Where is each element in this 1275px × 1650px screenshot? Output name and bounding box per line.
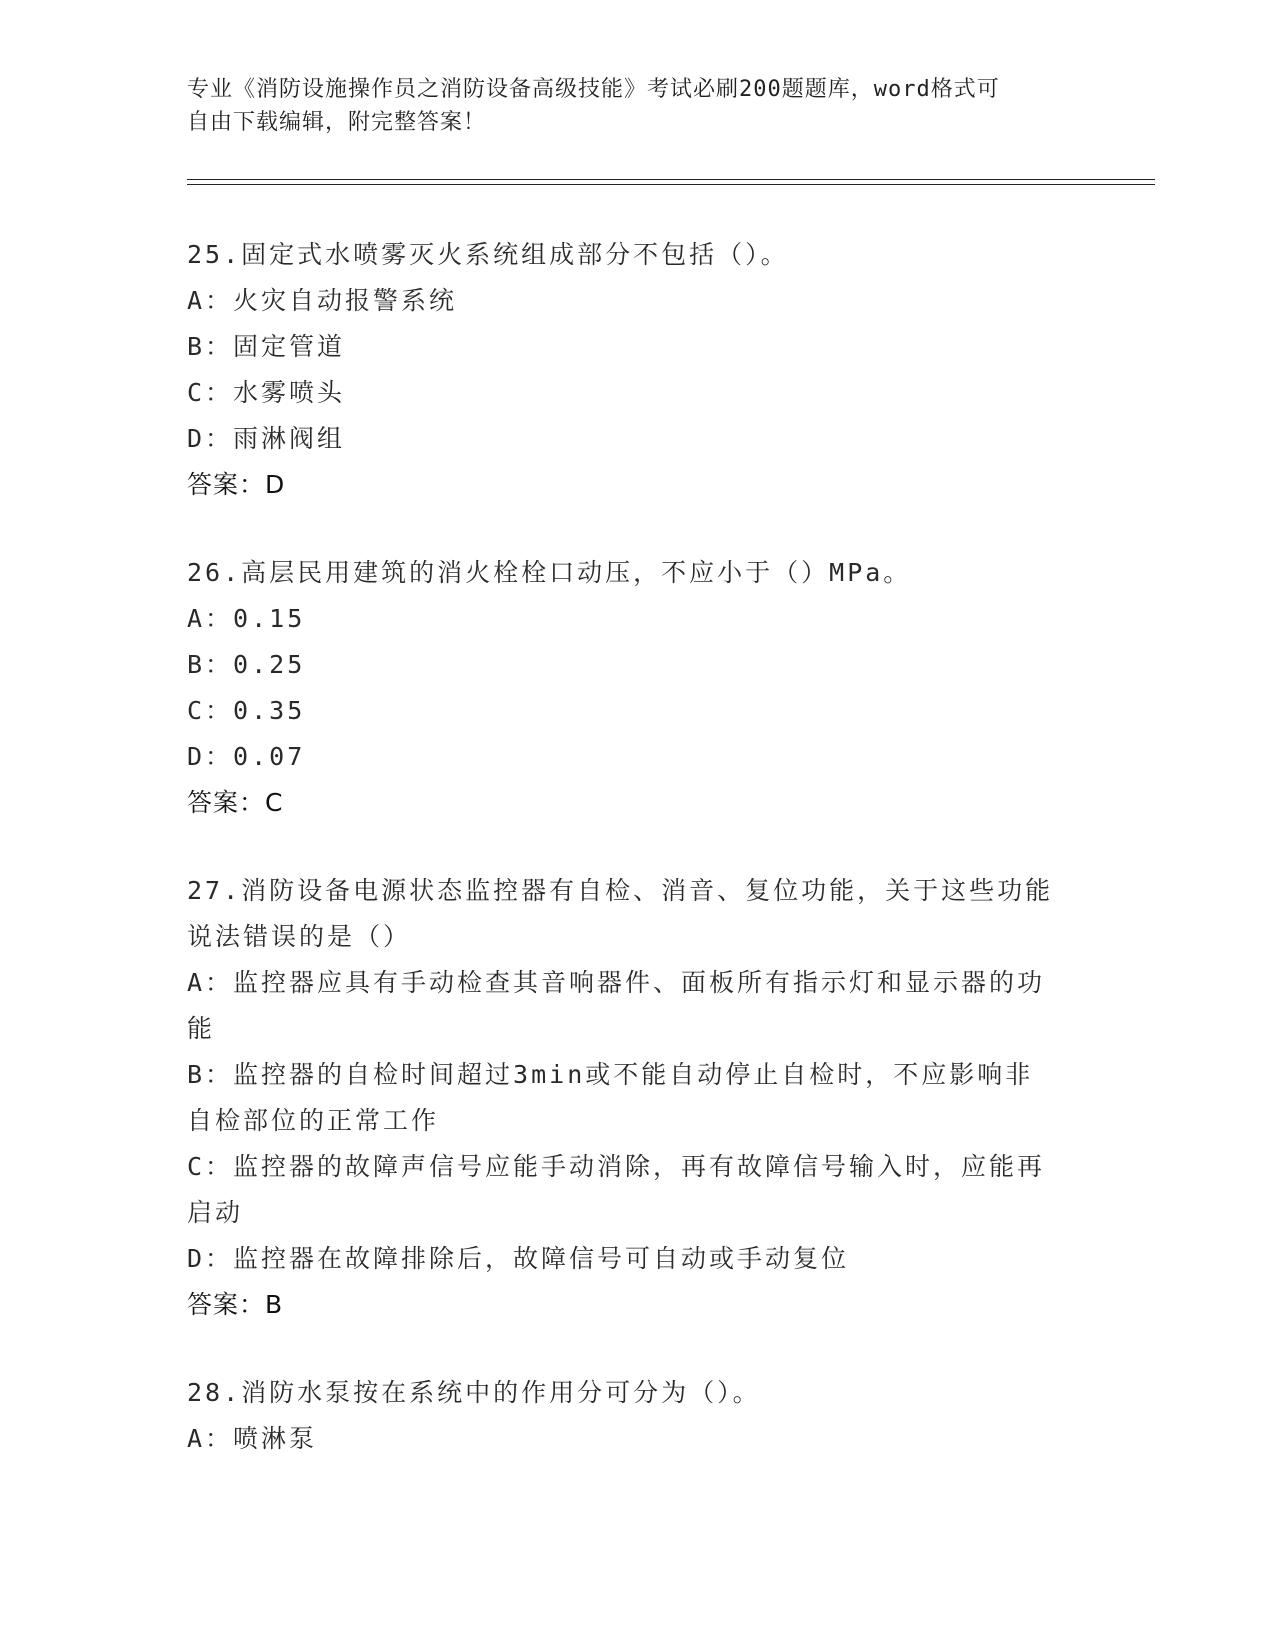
option-c-continued: 启动	[187, 1198, 244, 1227]
header-line-2: 自由下载编辑，附完整答案！	[187, 110, 487, 135]
option-b: B：0.25	[187, 650, 306, 679]
answer: 答案：C	[187, 788, 284, 817]
option-c: C：0.35	[187, 696, 306, 725]
header-divider-top	[187, 179, 1155, 180]
option-a: A：喷淋泵	[187, 1424, 318, 1453]
option-a: A：监控器应具有手动检查其音响器件、面板所有指示灯和显示器的功	[187, 968, 1046, 997]
question-28	[187, 1370, 1087, 1462]
option-d: D：雨淋阀组	[187, 424, 346, 453]
option-d: D：监控器在故障排除后，故障信号可自动或手动复位	[187, 1244, 850, 1273]
question-26	[187, 550, 1087, 826]
answer: 答案：D	[187, 470, 286, 499]
option-a-continued: 能	[187, 1014, 216, 1043]
option-c: C：监控器的故障声信号应能手动消除，再有故障信号输入时，应能再	[187, 1152, 1046, 1181]
header-line-1: 专业《消防设施操作员之消防设备高级技能》考试必刷200题题库，word格式可	[187, 77, 1000, 102]
question-stem: 26.高层民用建筑的消火栓栓口动压，不应小于（）MPa。	[187, 558, 912, 587]
question-27	[187, 868, 1087, 1328]
answer: 答案：B	[187, 1290, 284, 1319]
question-stem-line-2: 说法错误的是（）	[187, 922, 412, 951]
question-stem: 25.固定式水喷雾灭火系统组成部分不包括（）。	[187, 240, 789, 269]
header-divider-bottom	[187, 184, 1155, 185]
option-a: A：0.15	[187, 604, 306, 633]
option-b-continued: 自检部位的正常工作	[187, 1106, 440, 1135]
option-d: D：0.07	[187, 742, 306, 771]
document-header	[187, 73, 1067, 139]
option-a: A：火灾自动报警系统	[187, 286, 458, 315]
question-stem: 28.消防水泵按在系统中的作用分可分为（）。	[187, 1378, 761, 1407]
question-25	[187, 232, 1087, 508]
question-list	[187, 232, 1087, 1504]
option-b: B：固定管道	[187, 332, 346, 361]
option-c: C：水雾喷头	[187, 378, 346, 407]
option-b: B：监控器的自检时间超过3min或不能自动停止自检时，不应影响非	[187, 1060, 1034, 1089]
question-stem-line-1: 27.消防设备电源状态监控器有自检、消音、复位功能，关于这些功能	[187, 876, 1054, 905]
